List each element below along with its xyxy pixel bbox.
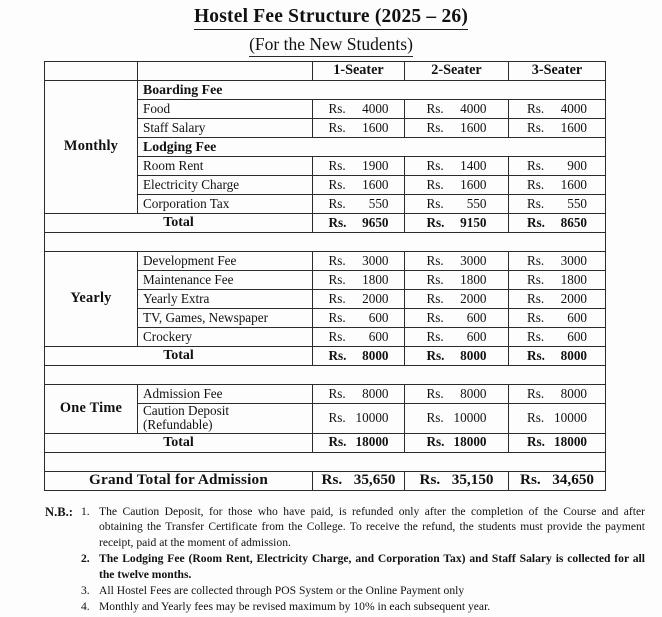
notes-list	[81, 504, 645, 616]
header-corner-cell	[45, 62, 138, 81]
grand-total-amount-cell: Rs. 35,150	[405, 471, 509, 490]
item-room-rent: Room Rent	[138, 157, 313, 176]
amount-cell: Rs. 2000	[405, 290, 509, 309]
header-col-1-seater: 1-Seater	[313, 62, 405, 81]
document-title-block	[0, 0, 662, 57]
note-number: 3.	[81, 584, 90, 598]
subheading-boarding-fee: Boarding Fee	[138, 81, 606, 100]
amount-cell: Rs. 4000	[509, 100, 606, 119]
amount-cell: Rs. 2000	[509, 290, 606, 309]
notes-label: N.B.:	[45, 505, 73, 519]
item-admission-fee: Admission Fee	[138, 385, 313, 404]
item-caution-deposit-line1: Caution Deposit	[143, 403, 230, 418]
item-caution-deposit	[138, 404, 313, 434]
table-row	[45, 385, 606, 404]
amount-cell: Rs. 3000	[313, 252, 405, 271]
note-item	[81, 504, 645, 550]
total-label-monthly: Total	[45, 214, 313, 233]
item-caution-deposit-line2: (Refundable)	[143, 417, 213, 433]
amount-cell: Rs. 3000	[405, 252, 509, 271]
amount-cell: Rs. 3000	[509, 252, 606, 271]
item-maintenance-fee: Maintenance Fee	[138, 271, 313, 290]
amount-cell: Rs. 550	[405, 195, 509, 214]
header-col-3-seater: 3-Seater	[509, 62, 606, 81]
amount-cell: Rs. 8000	[313, 385, 405, 404]
total-amount-cell: Rs. 8000	[509, 347, 606, 366]
note-item	[81, 599, 645, 614]
amount-cell: Rs. 10000	[509, 404, 606, 434]
table-total-row-monthly	[45, 214, 606, 233]
note-text: All Hostel Fees are collected through POS System or the Online Payment only	[99, 584, 465, 598]
note-number: 2.	[81, 552, 90, 566]
table-header-row	[45, 62, 606, 81]
amount-cell: Rs. 8000	[405, 385, 509, 404]
section-spacer	[45, 366, 606, 385]
item-tv-games-newspaper: TV, Games, Newspaper	[138, 309, 313, 328]
note-text: The Caution Deposit, for those who have paid, is refunded only after the completion of the Course and after obtaining the Transfer Certificate from the College. To receive the refund, the students must provide the payment receipt, paid at the moment of admission.	[99, 505, 645, 549]
amount-cell: Rs. 600	[313, 309, 405, 328]
total-amount-cell: Rs. 8650	[509, 214, 606, 233]
amount-cell: Rs. 550	[509, 195, 606, 214]
page-title: Hostel Fee Structure (2025 – 26)	[194, 6, 468, 30]
page-subtitle: (For the New Students)	[249, 34, 413, 56]
grand-total-gap	[45, 452, 606, 471]
amount-cell: Rs. 1800	[509, 271, 606, 290]
total-amount-cell: Rs. 18000	[313, 433, 405, 452]
table-row	[45, 252, 606, 271]
note-number: 1.	[81, 505, 90, 518]
table-total-row-one-time	[45, 433, 606, 452]
total-amount-cell: Rs. 9150	[405, 214, 509, 233]
header-item-cell	[138, 62, 313, 81]
note-item	[81, 551, 645, 582]
item-corporation-tax: Corporation Tax	[138, 195, 313, 214]
item-food: Food	[138, 100, 313, 119]
fee-structure-table-wrapper	[44, 61, 605, 491]
group-label-one-time: One Time	[45, 385, 138, 434]
amount-cell: Rs. 1600	[509, 119, 606, 138]
header-col-2-seater: 2-Seater	[405, 62, 509, 81]
amount-cell: Rs. 1600	[509, 176, 606, 195]
total-label-one-time: Total	[45, 433, 313, 452]
total-amount-cell: Rs. 18000	[509, 433, 606, 452]
subheading-lodging-fee: Lodging Fee	[138, 138, 606, 157]
fee-structure-table	[44, 61, 606, 491]
amount-cell: Rs. 600	[405, 328, 509, 347]
grand-total-label: Grand Total for Admission	[45, 471, 313, 490]
item-development-fee: Development Fee	[138, 252, 313, 271]
amount-cell: Rs. 600	[405, 309, 509, 328]
note-number: 4.	[81, 600, 90, 614]
item-electricity-charge: Electricity Charge	[138, 176, 313, 195]
amount-cell: Rs. 1800	[405, 271, 509, 290]
item-crockery: Crockery	[138, 328, 313, 347]
item-staff-salary: Staff Salary	[138, 119, 313, 138]
amount-cell: Rs. 600	[313, 328, 405, 347]
group-label-monthly: Monthly	[45, 81, 138, 214]
grand-total-row	[45, 471, 606, 490]
group-label-yearly: Yearly	[45, 252, 138, 347]
amount-cell: Rs. 1800	[313, 271, 405, 290]
grand-total-amount-cell: Rs. 34,650	[509, 471, 606, 490]
note-text: The Lodging Fee (Room Rent, Electricity Charge, and Corporation Tax) and Staff Salary is collected for all the twelve months.	[99, 552, 645, 581]
notes-section	[45, 504, 645, 616]
amount-cell: Rs. 550	[313, 195, 405, 214]
amount-cell: Rs. 1600	[405, 119, 509, 138]
total-amount-cell: Rs. 18000	[405, 433, 509, 452]
amount-cell: Rs. 600	[509, 328, 606, 347]
amount-cell: Rs. 4000	[405, 100, 509, 119]
note-text: Monthly and Yearly fees may be revised maximum by 10% in each subsequent year.	[99, 600, 491, 614]
total-label-yearly: Total	[45, 347, 313, 366]
amount-cell: Rs. 600	[509, 309, 606, 328]
amount-cell: Rs. 1600	[405, 176, 509, 195]
amount-cell: Rs. 900	[509, 157, 606, 176]
section-spacer	[45, 233, 606, 252]
amount-cell: Rs. 8000	[509, 385, 606, 404]
amount-cell: Rs. 10000	[313, 404, 405, 434]
total-amount-cell: Rs. 8000	[313, 347, 405, 366]
item-yearly-extra: Yearly Extra	[138, 290, 313, 309]
amount-cell: Rs. 1600	[313, 119, 405, 138]
table-row	[45, 81, 606, 100]
amount-cell: Rs. 2000	[313, 290, 405, 309]
total-amount-cell: Rs. 8000	[405, 347, 509, 366]
total-amount-cell: Rs. 9650	[313, 214, 405, 233]
grand-total-amount-cell: Rs. 35,650	[313, 471, 405, 490]
amount-cell: Rs. 10000	[405, 404, 509, 434]
amount-cell: Rs. 1900	[313, 157, 405, 176]
amount-cell: Rs. 1400	[405, 157, 509, 176]
amount-cell: Rs. 4000	[313, 100, 405, 119]
table-total-row-yearly	[45, 347, 606, 366]
amount-cell: Rs. 1600	[313, 176, 405, 195]
note-item	[81, 583, 645, 598]
